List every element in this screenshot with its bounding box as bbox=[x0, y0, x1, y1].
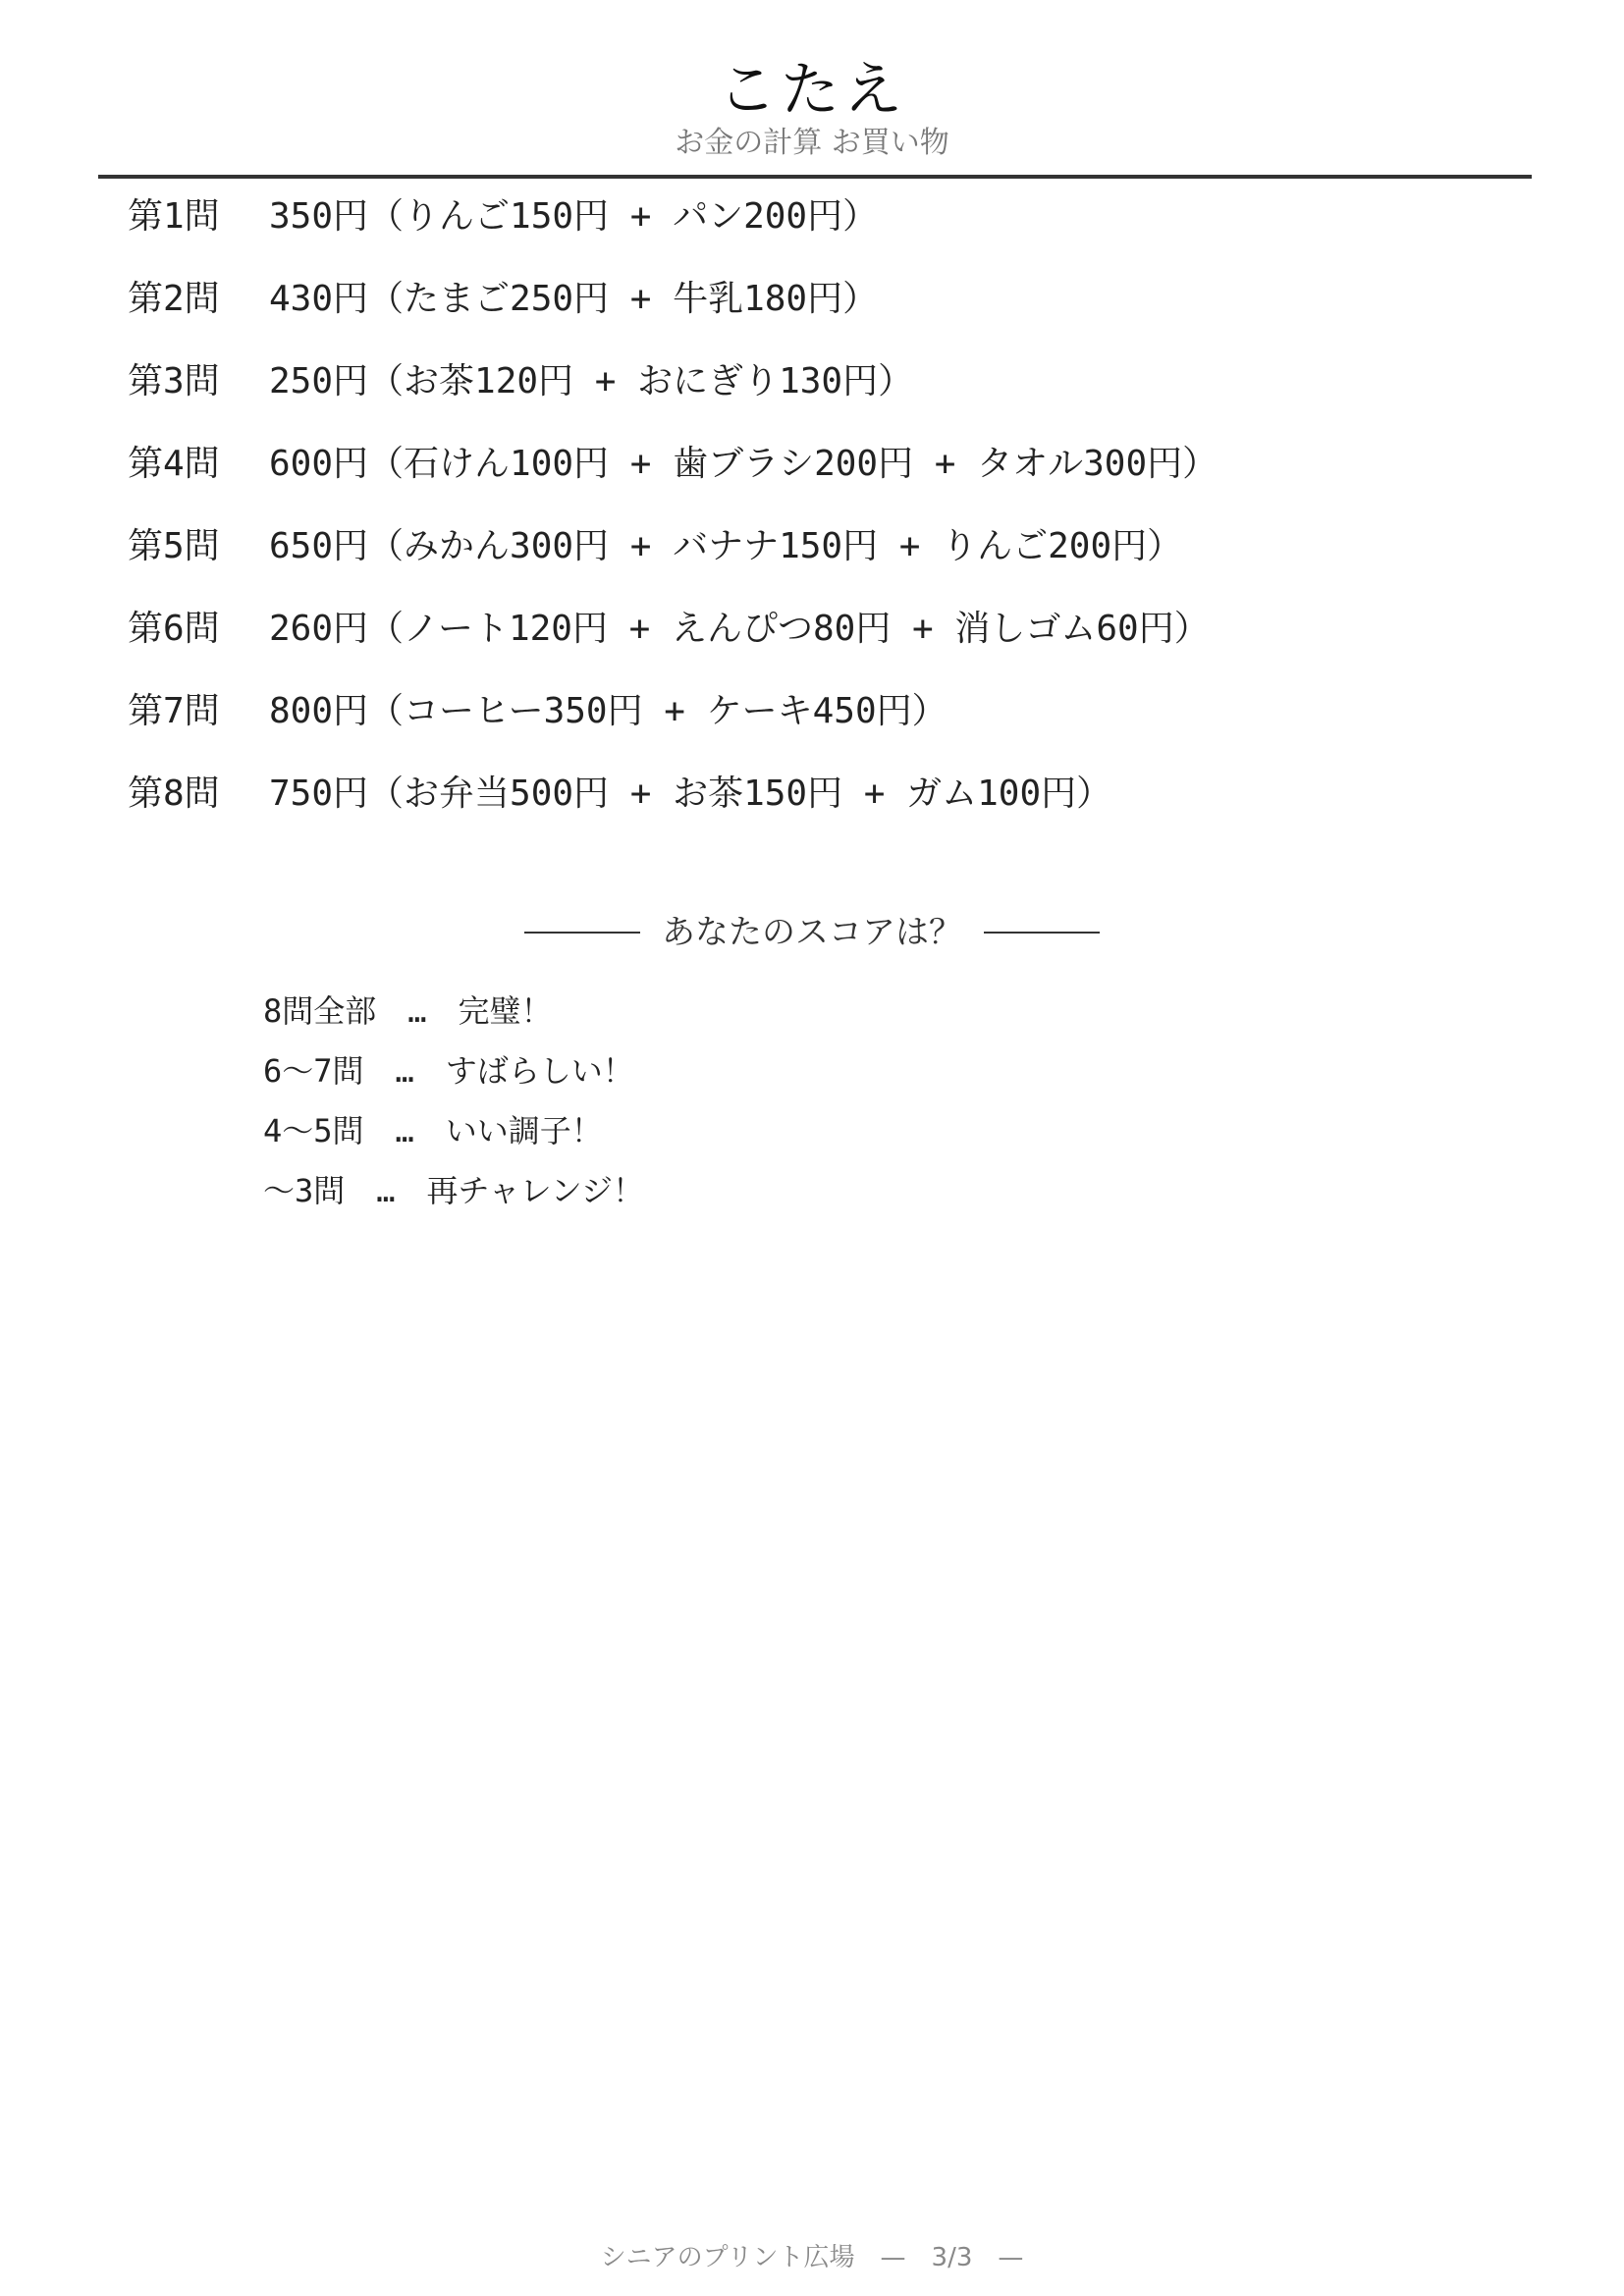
answer-row-4 bbox=[128, 434, 1218, 516]
answer-text: 800円（コーヒー350円 + ケーキ450円） bbox=[269, 691, 947, 731]
question-label: 第6問 bbox=[128, 609, 220, 649]
page-subtitle: お金の計算 お買い物 bbox=[675, 126, 949, 160]
question-label: 第5問 bbox=[128, 526, 220, 566]
score-row: 〜3問 … 再チャレンジ！ bbox=[263, 1172, 644, 1209]
question-label: 第7問 bbox=[128, 691, 220, 731]
score-heading bbox=[0, 903, 1624, 962]
answer-list bbox=[128, 187, 1218, 846]
score-list bbox=[263, 982, 644, 1221]
header-divider bbox=[98, 175, 1532, 179]
answer-text: 650円（みかん300円 + バナナ150円 + りんご200円） bbox=[269, 526, 1183, 566]
score-row: 8問全部 … 完璧！ bbox=[263, 992, 553, 1030]
answer-text: 430円（たまご250円 + 牛乳180円） bbox=[269, 279, 879, 319]
answer-row-7 bbox=[128, 681, 1218, 764]
question-label: 第1問 bbox=[128, 196, 220, 237]
answer-text: 600円（石けん100円 + 歯ブラシ200円 + タオル300円） bbox=[269, 444, 1218, 484]
question-label: 第3問 bbox=[128, 361, 220, 401]
score-row: 4〜5問 … いい調子！ bbox=[263, 1112, 603, 1149]
answer-row-3 bbox=[128, 351, 1218, 434]
score-row: 6〜7問 … すばらしい！ bbox=[263, 1052, 634, 1090]
score-heading-left-rule bbox=[524, 932, 640, 934]
answer-text: 750円（お弁当500円 + お茶150円 + ガム100円） bbox=[269, 774, 1112, 814]
answer-text: 350円（りんご150円 + パン200円） bbox=[269, 196, 879, 237]
page-footer: シニアのプリント広場 — 3/3 — bbox=[600, 2243, 1024, 2272]
answer-text: 250円（お茶120円 + おにぎり130円） bbox=[269, 361, 914, 401]
answer-row-6 bbox=[128, 599, 1218, 681]
answer-row-2 bbox=[128, 269, 1218, 351]
score-heading-right-rule bbox=[984, 932, 1100, 934]
question-label: 第8問 bbox=[128, 774, 220, 814]
answer-row-8 bbox=[128, 764, 1218, 846]
question-label: 第4問 bbox=[128, 444, 220, 484]
answer-text: 260円（ノート120円 + えんぴつ80円 + 消しゴム60円） bbox=[269, 609, 1210, 649]
answer-row-5 bbox=[128, 516, 1218, 599]
page-title: こたえ bbox=[718, 56, 906, 125]
score-heading-text: あなたのスコアは？ bbox=[662, 913, 962, 952]
answer-row-1 bbox=[128, 187, 1218, 269]
question-label: 第2問 bbox=[128, 279, 220, 319]
